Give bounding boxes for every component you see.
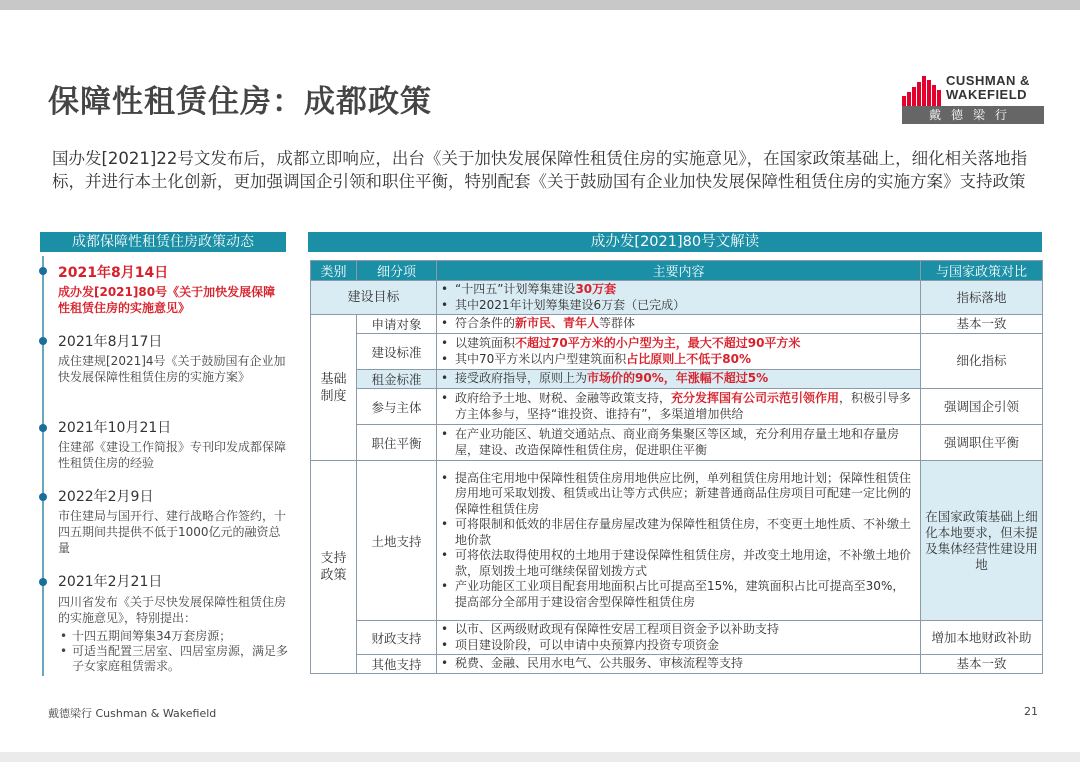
category-cell: 基础制度 [311, 315, 357, 461]
timeline-desc: 四川省发布《关于尽快发展保障性租赁住房的实施意见》，特别提出： [58, 595, 287, 625]
timeline-bullets [58, 629, 290, 674]
timeline-header: 成都保障性租赁住房政策动态 [40, 232, 286, 252]
subitem-cell: 土地支持 [357, 461, 437, 621]
timeline-dot [39, 578, 47, 586]
table-row [311, 425, 1043, 461]
content-cell: • 以建筑面积不超过70平方米的小户型为主，最大不超过90平方米 • 其中70平方米以内户型建筑面积占比原则上不低于80% [437, 334, 921, 370]
page-title: 保障性租赁住房：成都政策 [48, 84, 432, 120]
table-row [311, 621, 1043, 655]
content-cell: • 接受政府指导，原则上为市场价的90%，年涨幅不超过5% [437, 370, 921, 389]
timeline-date: 2021年10月21日 [58, 420, 172, 436]
timeline-dot [39, 267, 47, 275]
timeline-date: 2021年8月17日 [58, 334, 163, 350]
content-cell: • 以市、区两级财政现有保障性安居工程项目资金予以补助支持 • 项目建设阶段，可以申请中央预算内投资专项资金 [437, 621, 921, 655]
table-row [311, 315, 1043, 334]
table-row [311, 334, 1043, 370]
category-cell: 建设目标 [311, 281, 437, 315]
content-cell: • 在产业功能区、轨道交通站点、商业商务集聚区等区域，充分利用存量土地和存量房屋，建设、改造保障性租赁住房，促进职住平衡 [437, 425, 921, 461]
logo-bars-icon [902, 76, 944, 106]
table-row [311, 655, 1043, 674]
top-bar [0, 0, 1080, 10]
subitem-cell: 财政支持 [357, 621, 437, 655]
content-cell: • 政府给予土地、财税、金融等政策支持，充分发挥国有公司示范引领作用，积极引导多方主体参与，坚持“谁投资、谁持有”，多渠道增加供给 [437, 389, 921, 425]
timeline-date: 2022年2月9日 [58, 489, 154, 505]
timeline-bullet: • 可适当配置三居室、四居室房源，满足多子女家庭租赁需求。 [58, 644, 290, 674]
subitem-cell: 参与主体 [357, 389, 437, 425]
subitem-cell: 申请对象 [357, 315, 437, 334]
compare-cell: 强调职住平衡 [921, 425, 1043, 461]
compare-cell: 指标落地 [921, 281, 1043, 315]
table-row [311, 281, 1043, 315]
table-row [311, 461, 1043, 621]
compare-cell: 基本一致 [921, 315, 1043, 334]
timeline-desc: 市住建局与国开行、建行战略合作签约，十四五期间共提供不低于1000亿元的融资总量 [58, 509, 287, 555]
table-row [311, 389, 1043, 425]
table-header-row [311, 261, 1043, 281]
column-header: 类别 [311, 261, 357, 281]
subitem-cell: 建设标准 [357, 334, 437, 370]
timeline-desc: 成住建规[2021]4号《关于鼓励国有企业加快发展保障性租赁住房的实施方案》 [58, 354, 286, 384]
compare-cell: 强调国企引领 [921, 389, 1043, 425]
subitem-cell: 职住平衡 [357, 425, 437, 461]
subitem-cell: 其他支持 [357, 655, 437, 674]
timeline-desc: 住建部《建设工作简报》专刊印发成都保障性租赁住房的经验 [58, 440, 287, 470]
timeline-dot [39, 424, 47, 432]
company-logo [902, 72, 1044, 126]
bottom-bar [0, 752, 1080, 762]
compare-cell: 在国家政策基础上细化本地要求，但未提及集体经营性建设用地 [921, 461, 1043, 621]
timeline-date: 2021年2月21日 [58, 574, 163, 590]
column-header: 细分项 [357, 261, 437, 281]
timeline-dot [39, 493, 47, 501]
timeline-line [42, 256, 44, 676]
timeline-date: 2021年8月14日 [58, 265, 169, 281]
compare-cell: 增加本地财政补助 [921, 621, 1043, 655]
column-header: 主要内容 [437, 261, 921, 281]
content-cell: • 税费、金融、民用水电气、公共服务、审核流程等支持 [437, 655, 921, 674]
content-cell: • 提高住宅用地中保障性租赁住房用地供应比例，单列租赁住房用地计划；保障性租赁住房用地可采取划拨、租赁或出让等方式供应；新建普通商品住房项目可配建一定比例的保障性租赁住房 • 可将限制和低效的非居住存量房屋改建为保障性租赁住房，不变更土地性质、不补缴土地价款 • 可将依法取得使用权的土地用于建设保障性租赁住房，并改变土地用途，不补缴土地价款，原划拨土地可继续保留划拨方式 • 产业功能区工业项目配套用地面积占比可提高至15%，建筑面积占比可提高至30%，提高部分全部用于建设宿舍型保障性租赁住房 [437, 461, 921, 621]
policy-header: 成办发[2021]80号文解读 [308, 232, 1042, 252]
content-cell: • 符合条件的新市民、青年人等群体 [437, 315, 921, 334]
policy-table [310, 260, 1043, 674]
compare-cell: 细化指标 [921, 334, 1043, 389]
footer-company: 戴德梁行 Cushman & Wakefield [48, 707, 217, 720]
subitem-cell: 租金标准 [357, 370, 437, 389]
compare-cell: 基本一致 [921, 655, 1043, 674]
category-cell: 支持政策 [311, 461, 357, 674]
intro-paragraph: 国办发[2021]22号文发布后，成都立即响应，出台《关于加快发展保障性租赁住房的实施意见》，在国家政策基础上，细化相关落地指标，并进行本土化创新，更加强调国企引领和职住平衡，特别配套《关于鼓励国有企业加快发展保障性租赁住房的实施方案》支持政策 [52, 149, 1028, 191]
timeline-dot [39, 337, 47, 345]
timeline-bullet: • 十四五期间筹集34万套房源； [58, 629, 290, 644]
logo-chinese: 戴德梁行 [902, 106, 1044, 124]
logo-text: CUSHMAN & WAKEFIELD [946, 73, 1030, 102]
timeline-desc: 成办发[2021]80号《关于加快发展保障性租赁住房的实施意见》 [58, 285, 276, 315]
content-cell: • “十四五”计划筹集建设30万套 • 其中2021年计划筹集建设6万套（已完成） [437, 281, 921, 315]
column-header: 与国家政策对比 [921, 261, 1043, 281]
page-number: 21 [1024, 705, 1038, 718]
